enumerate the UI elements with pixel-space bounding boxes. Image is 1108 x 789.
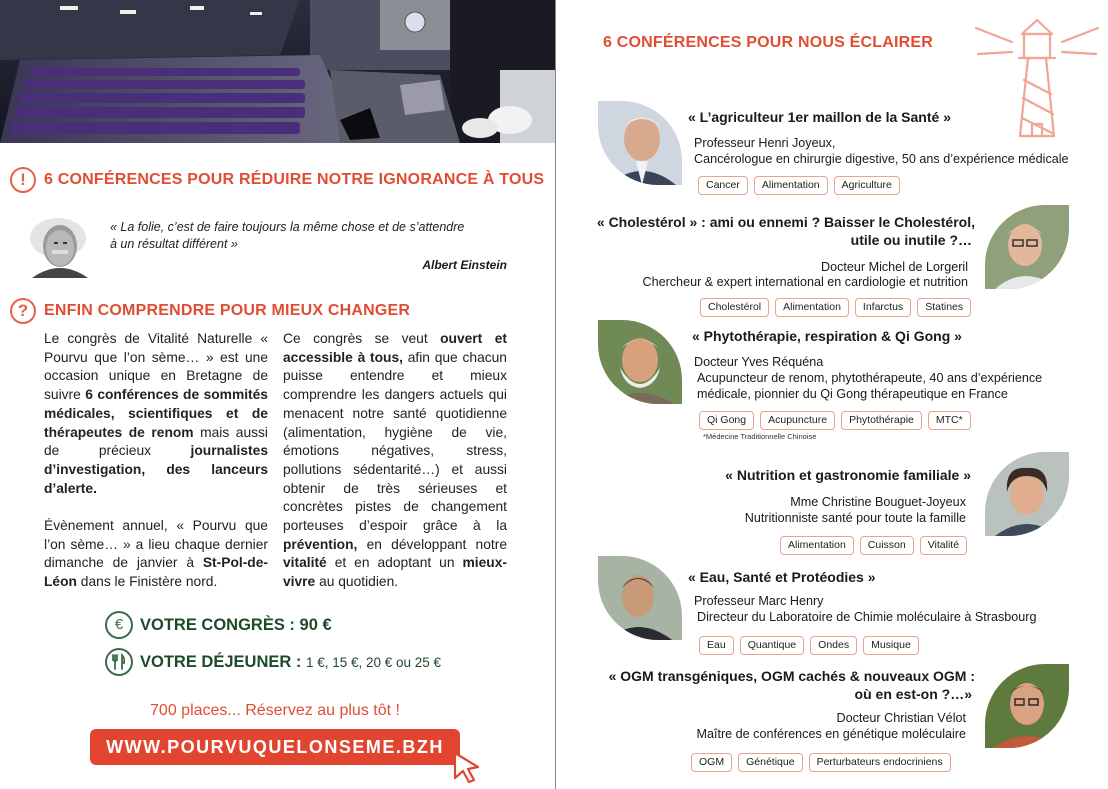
text-run: et en adoptant un [326,555,463,571]
talk-6-title-line-2: où en est-on ?…» [854,686,972,702]
talk-1-tags [698,176,900,195]
cutlery-icon [105,648,133,676]
talk-3-title: « Phytothérapie, respiration & Qi Gong » [692,328,962,344]
text-run: mais aussi de précieux [44,424,268,459]
talk-1-role: Cancérologue en chirurgie digestive, 50 ans d’expérience médicale [694,152,1069,166]
tag: Cholestérol [700,298,769,317]
bold-text: prévention, [283,536,358,552]
lighthouse-icon [972,14,1102,140]
quote-author: Albert Einstein [422,258,507,272]
exclamation-icon: ! [10,167,36,193]
congress-price: VOTRE CONGRÈS : 90 € [140,616,332,634]
tag: Cancer [698,176,748,195]
lunch-label: VOTRE DÉJEUNER : [140,653,306,671]
talk-4-speaker: Mme Christine Bouguet-Joyeux [790,495,966,509]
speaker-photo-requena [598,320,682,404]
quote-line-2: à un résultat différent » [110,237,238,251]
tag: Eau [699,636,734,655]
tag: Vitalité [920,536,967,555]
website-link-button[interactable]: WWW.POURVUQUELONSEME.BZH [90,729,460,765]
tag: Acupuncture [760,411,835,430]
text-run: Évènement annuel, « Pourvu que l’on sème… » a lieu chaque dernier dimanche de janvier à [44,518,268,571]
bold-text: vitalité [283,555,327,571]
tag: Infarctus [855,298,911,317]
tag: Agriculture [834,176,900,195]
body-column-2 [283,330,507,592]
tag: Qi Gong [699,411,754,430]
talk-6-title-line-1: « OGM transgéniques, OGM cachés & nouveaux OGM : [608,668,975,684]
talk-3-speaker: Docteur Yves Réquéna [694,355,824,369]
talk-5-title: « Eau, Santé et Protéodies » [688,569,876,585]
talk-3-role-line-2: médicale, pionnier du Qi Gong thérapeutique en France [697,387,1008,401]
bold-text: mieux-vivre [283,555,507,590]
auditorium-photo [0,0,555,143]
talk-6-tags [691,753,951,772]
tag: Alimentation [780,536,854,555]
text-run: afin que chacun puisse entendre et mieux comprendre les dangers actuels qui menacent notre santé quotidienne (alimentation, hygiène de vie, émotions négatives, stress, pollutions sédentarité…) et aussi obtenir de très sérieuses et concrètes pistes de changement porteuses d’espoir grâce à la [283,349,507,534]
talk-5-tags [699,636,919,655]
euro-icon: € [105,611,133,639]
bold-text: St-Pol-de-Léon [44,555,268,590]
tag: OGM [691,753,732,772]
speaker-photo-bouguet-joyeux [985,452,1069,536]
talk-2-role: Chercheur & expert international en cardiologie et nutrition [642,275,968,289]
talk-2-tags [700,298,971,317]
text-run: au quotidien. [315,574,399,590]
page-divider [555,0,556,789]
text-run: Ce congrès se veut [283,331,441,346]
talk-1-title: « L’agriculteur 1er maillon de la Santé » [688,109,951,125]
tag: Alimentation [775,298,849,317]
talk-5-speaker: Professeur Marc Henry [694,594,824,608]
talk-2-title-line-1: « Cholestérol » : ami ou ennemi ? Baisser le Cholestérol, [596,214,975,230]
tag: Quantique [740,636,804,655]
talk-6-role: Maître de conférences en génétique moléculaire [696,727,966,741]
talk-2-title-line-2: utile ou inutile ?… [850,232,972,248]
tag: Statines [917,298,971,317]
tag: Ondes [810,636,857,655]
col1-paragraph-2 [44,517,268,592]
quote-line-1: « La folie, c’est de faire toujours la même chose et de s’attendre [110,220,465,234]
body-column-1 [44,330,268,592]
talk-4-title: « Nutrition et gastronomie familiale » [725,467,971,483]
tag: Perturbateurs endocriniens [809,753,951,772]
tag: MTC* [928,411,971,430]
lunch-price [140,653,441,672]
talk-3-role-line-1: Acupuncteur de renom, phytothérapeute, 40 ans d’expérience [697,371,1043,385]
speaker-photo-henry [598,556,682,640]
einstein-portrait [24,212,96,278]
talk-1-speaker: Professeur Henri Joyeux, [694,136,836,150]
text-run: en développant notre [357,536,507,552]
reserve-text: 700 places... Réservez au plus tôt ! [150,702,400,719]
tag: Cuisson [860,536,914,555]
tag: Phytothérapie [841,411,922,430]
talk-3-tags [699,411,971,430]
col1-paragraph-1 [44,330,268,498]
tag: Alimentation [754,176,828,195]
talk-4-tags [780,536,967,555]
talk-4-role: Nutritionniste santé pour toute la famille [744,511,966,525]
question-icon: ? [10,298,36,324]
bold-text: ouvert et accessible à tous, [283,331,507,365]
einstein-quote [110,219,510,253]
cursor-pointer-icon [450,750,484,784]
text-run: Le congrès de Vitalité Naturelle « Pourvu que l’on sème… » est une occasion unique en Bretagne de suivre [44,331,268,403]
section-title-changer: ENFIN COMPRENDRE POUR MIEUX CHANGER [44,302,411,319]
section-title-ignorance: 6 CONFÉRENCES POUR RÉDUIRE NOTRE IGNORANCE À TOUS [44,171,545,188]
bold-text: 6 conférences de sommités médicales, scientifiques et de thérapeutes de renom [44,387,268,440]
conferences-title: 6 CONFÉRENCES POUR NOUS ÉCLAIRER [603,34,933,51]
col2-paragraph-1 [283,330,507,592]
text-run: dans le Finistère nord. [76,574,218,590]
talk-5-role: Directeur du Laboratoire de Chimie moléculaire à Strasbourg [697,610,1037,624]
lunch-values: 1 €, 15 €, 20 € ou 25 € [305,655,442,670]
speaker-photo-de-lorgeril [985,205,1069,289]
talk-2-speaker: Docteur Michel de Lorgeril [821,260,968,274]
tag: Musique [863,636,919,655]
bold-text: journalistes d’investigation, des lanceurs d’alerte. [44,443,268,496]
tag: Génétique [738,753,802,772]
mtc-footnote: *Médecine Traditionnelle Chinoise [703,432,817,441]
speaker-photo-joyeux [598,101,682,185]
speaker-photo-velot [985,664,1069,748]
talk-6-speaker: Docteur Christian Vélot [836,711,966,725]
